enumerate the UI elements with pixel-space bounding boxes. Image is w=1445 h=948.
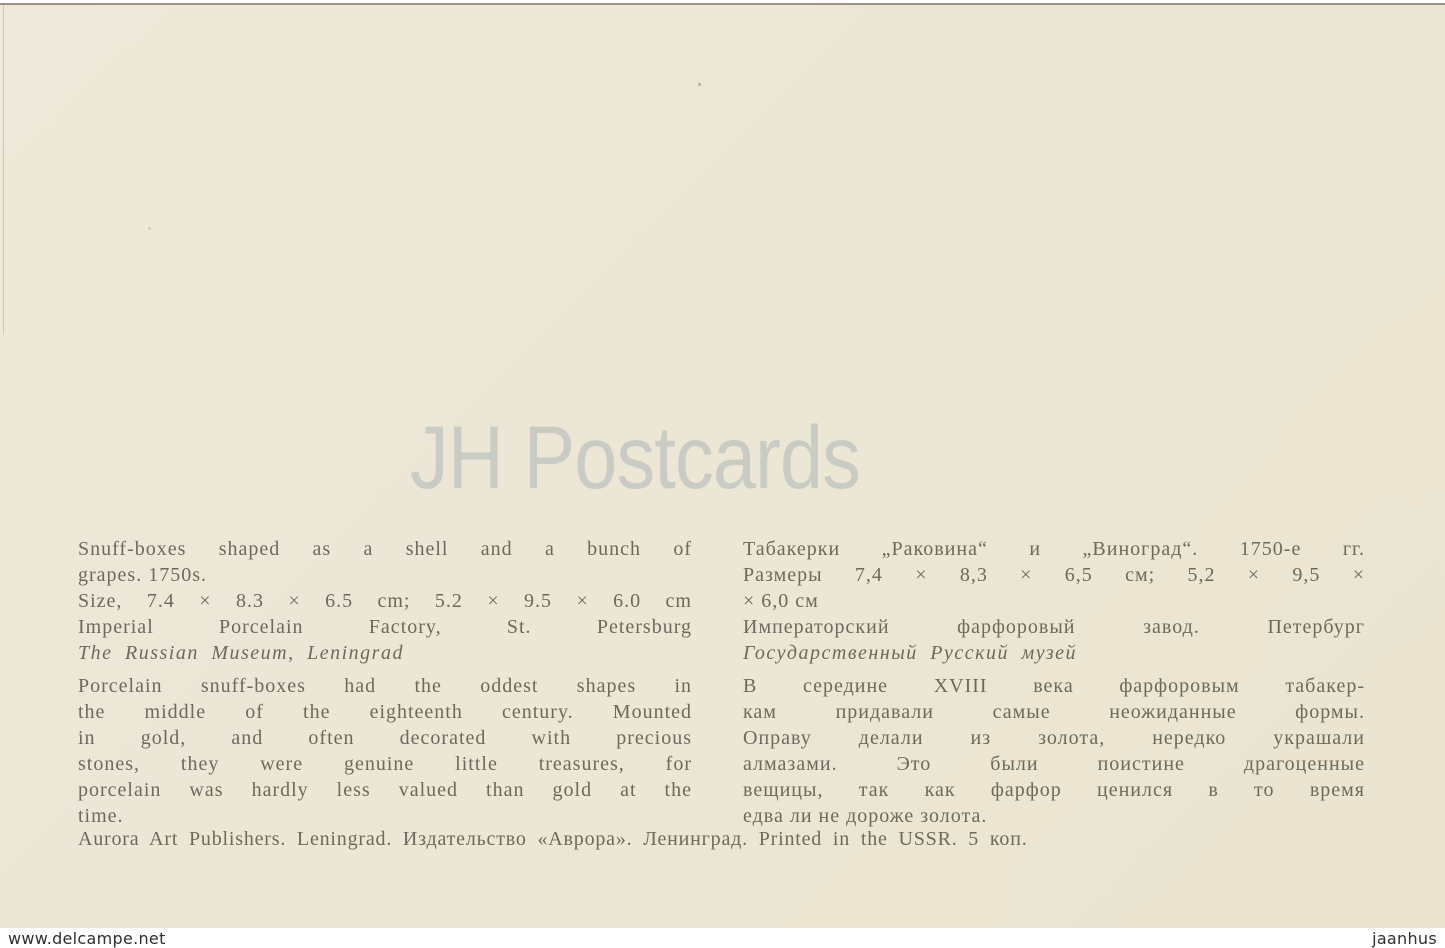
body-line: Porcelain snuff-boxes had the oddest shapes in [78,675,692,697]
caption-line: Императорский фарфоровый завод. Петербург [743,616,1365,638]
paper-speck [148,227,151,230]
publisher-imprint-line: Aurora Art Publishers. Leningrad. Издательство «Аврора». Ленинград. Printed in the USSR. 5 коп. [78,828,1028,850]
postcard-back-paper [0,3,1445,928]
english-body-paragraph [78,673,692,829]
body-line: stones, they were genuine little treasures, for [78,753,692,775]
scan-left-edge-line [3,5,4,335]
caption-line: grapes. 1750s. [78,564,207,586]
body-line: кам придавали самые неожиданные формы. [743,701,1365,723]
caption-line: Snuff-boxes shaped as a shell and a bunch of [78,538,692,560]
caption-line: × 6,0 см [743,590,819,612]
delcampe-url-text: www.delcampe.net [8,929,166,948]
body-line: алмазами. Это были поистине драгоценные [743,753,1365,775]
website-strip [0,928,1445,947]
caption-line: Imperial Porcelain Factory, St. Petersburg [78,616,692,638]
russian-caption-block [743,536,1365,666]
russian-text-column [743,536,1365,829]
caption-line: Размеры 7,4 × 8,3 × 6,5 см; 5,2 × 9,5 × [743,564,1365,586]
body-line: едва ли не дороже золота. [743,805,988,827]
seller-name-text: jaanhus [1372,929,1437,948]
caption-line: Табакерки „Раковина“ и „Виноград“. 1750-е гг. [743,538,1365,560]
english-text-column [78,536,692,829]
body-line: the middle of the eighteenth century. Mounted [78,701,692,723]
caption-museum-line: Государственный Русский музей [743,642,1078,664]
watermark-text: JH Postcards [410,407,860,507]
russian-body-paragraph [743,673,1365,829]
body-line: Оправу делали из золота, нередко украшали [743,727,1365,749]
body-line: porcelain was hardly less valued than gold at the [78,779,692,801]
caption-museum-line: The Russian Museum, Leningrad [78,642,404,664]
body-line: В середине XVIII века фарфоровым табакер- [743,675,1365,697]
caption-line: Size, 7.4 × 8.3 × 6.5 cm; 5.2 × 9.5 × 6.0 cm [78,590,692,612]
paper-speck [698,83,701,86]
body-line: in gold, and often decorated with precious [78,727,692,749]
english-caption-block [78,536,692,666]
body-line: вещицы, так как фарфор ценился в то время [743,779,1365,801]
body-line: time. [78,805,124,827]
